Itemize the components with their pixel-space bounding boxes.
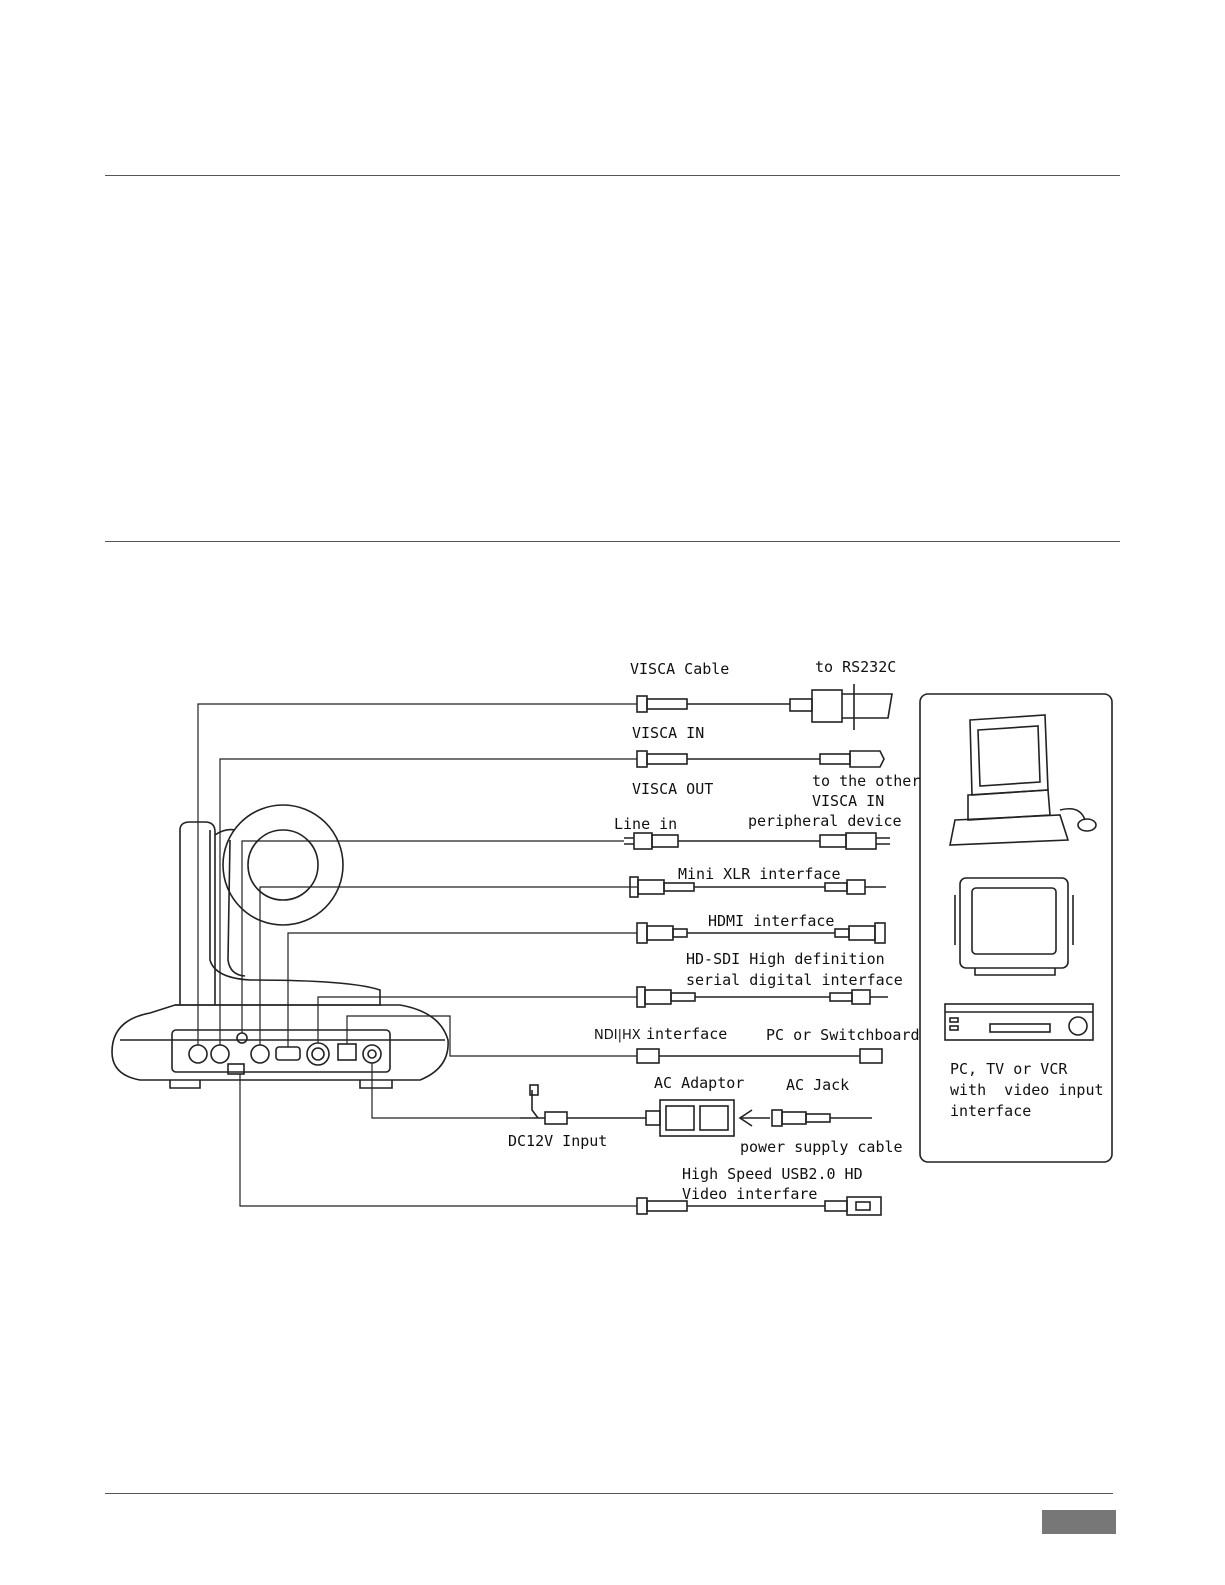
label-visca-cable: VISCA Cable: [630, 660, 730, 678]
connection-lines: [198, 704, 637, 1206]
label-line-in: Line in: [614, 815, 678, 833]
label-ndi-suffix: interface: [646, 1025, 728, 1043]
label-pc-switchboard: PC or Switchboard: [766, 1026, 920, 1044]
label-hdsdi-1: HD-SDI High definition: [686, 950, 885, 968]
label-ac-jack: AC Jack: [786, 1076, 850, 1094]
label-visca-in: VISCA IN: [632, 724, 705, 742]
label-hdsdi-2: serial digital interface: [686, 971, 903, 989]
label-devices-1: PC, TV or VCR: [950, 1060, 1068, 1078]
hdsdi-cable: [637, 987, 888, 1007]
label-dc12v: DC12V Input: [508, 1132, 608, 1150]
line-in-cable: [624, 833, 890, 849]
label-devices-2: with video input: [950, 1081, 1104, 1099]
label-visca-in-2: VISCA IN: [812, 792, 885, 810]
visca-out-cable: [637, 751, 884, 767]
label-ac-adaptor: AC Adaptor: [654, 1074, 745, 1092]
label-mini-xlr: Mini XLR interface: [678, 865, 841, 883]
label-usb-2: Video interfare: [682, 1185, 818, 1203]
label-peripheral-device: peripheral device: [748, 812, 902, 830]
label-visca-out: VISCA OUT: [632, 780, 714, 798]
tv-icon: [955, 878, 1073, 975]
label-devices-3: interface: [950, 1102, 1032, 1120]
vcr-icon: [945, 1004, 1093, 1040]
label-to-the-other: to the other: [812, 772, 921, 790]
ndi-cable: [637, 1049, 882, 1063]
ptz-camera-illustration: [112, 805, 448, 1088]
label-power-cable: power supply cable: [740, 1138, 903, 1156]
label-to-rs232c: to RS232C: [815, 658, 897, 676]
label-ndi-prefix: NDI|HX: [594, 1028, 641, 1043]
pc-icon: [950, 715, 1096, 845]
label-hdmi: HDMI interface: [708, 912, 835, 930]
label-usb-1: High Speed USB2.0 HD: [682, 1165, 863, 1183]
